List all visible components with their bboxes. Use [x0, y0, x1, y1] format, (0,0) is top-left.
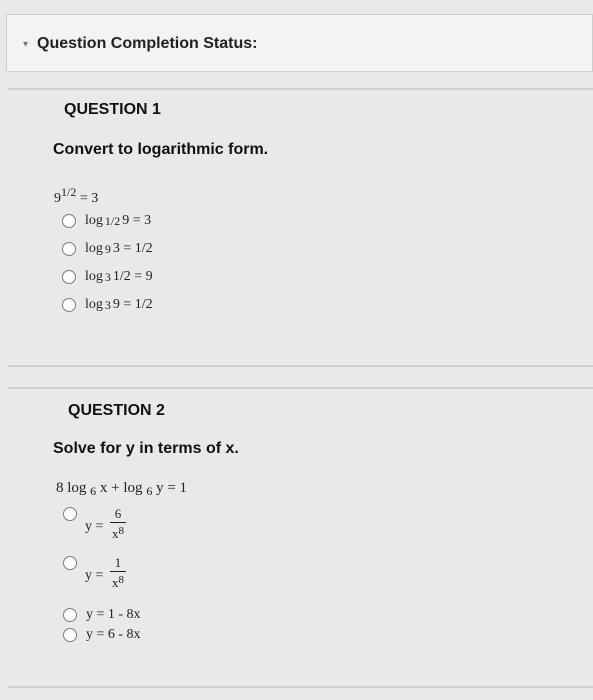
denominator-exponent: 8 — [118, 574, 124, 586]
fraction-numerator: 6 — [114, 506, 122, 521]
question-2-heading: QUESTION 2 — [68, 402, 165, 419]
divider — [8, 387, 593, 389]
option-log: log — [85, 241, 103, 256]
denominator-variable: x — [112, 575, 119, 590]
denominator-exponent: 8 — [118, 525, 124, 537]
option-text: y = 6 - 8x — [86, 627, 141, 642]
divider — [8, 365, 593, 367]
q2-option-3[interactable] — [63, 607, 141, 623]
question-2-prompt: Solve for y in terms of x. — [53, 440, 239, 457]
question-1-heading: QUESTION 1 — [64, 101, 161, 118]
divider — [8, 88, 593, 90]
equation-rest: = 3 — [79, 191, 99, 206]
fraction-denominator — [110, 573, 126, 590]
radio-button[interactable] — [63, 628, 77, 642]
status-title: Question Completion Status: — [37, 35, 258, 52]
option-text: y = 1 - 8x — [86, 607, 141, 622]
q1-option-2[interactable] — [62, 241, 153, 257]
fraction-denominator — [110, 524, 126, 541]
option-subscript: 3 — [104, 269, 111, 284]
option-log: log — [85, 213, 103, 228]
radio-button[interactable] — [63, 608, 77, 622]
equation-base: 9 — [54, 191, 61, 206]
q2-option-2[interactable] — [63, 556, 183, 596]
option-rest: 1/2 = 9 — [112, 269, 153, 284]
question-2-equation — [56, 480, 187, 499]
question-1-prompt: Convert to logarithmic form. — [53, 141, 269, 158]
option-lhs: y = — [85, 568, 104, 583]
q2-option-4[interactable] — [63, 627, 141, 643]
option-rest: 3 = 1/2 — [112, 241, 153, 256]
option-log: log — [85, 297, 103, 312]
divider — [8, 686, 593, 688]
option-rest: 9 = 1/2 — [112, 297, 153, 312]
equation-coefficient: 8 — [56, 480, 64, 496]
q2-option-1[interactable] — [63, 507, 183, 547]
fraction-bar — [110, 571, 126, 572]
q1-option-3[interactable] — [62, 269, 153, 285]
radio-button[interactable] — [62, 242, 76, 256]
option-subscript: 1/2 — [104, 213, 121, 228]
equation-log: log — [67, 480, 87, 496]
q1-option-1[interactable] — [62, 213, 151, 229]
radio-button[interactable] — [62, 214, 76, 228]
radio-button[interactable] — [63, 507, 77, 521]
equation-base: 6 — [146, 484, 153, 498]
radio-button[interactable] — [63, 556, 77, 570]
option-fraction — [110, 556, 126, 590]
denominator-variable: x — [112, 526, 119, 541]
option-lhs: y = — [85, 519, 104, 534]
option-fraction — [110, 507, 126, 541]
equation-term: x + — [99, 480, 120, 496]
option-log: log — [85, 269, 103, 284]
fraction-bar — [110, 522, 126, 523]
radio-button[interactable] — [62, 270, 76, 284]
question-completion-status-bar[interactable] — [6, 14, 593, 72]
question-1-equation — [54, 185, 98, 207]
radio-button[interactable] — [62, 298, 76, 312]
equation-exponent: 1/2 — [61, 185, 77, 199]
equation-base: 6 — [90, 484, 97, 498]
fraction-numerator: 1 — [114, 555, 122, 570]
option-subscript: 9 — [104, 241, 111, 256]
q1-option-4[interactable] — [62, 297, 153, 313]
chevron-down-icon[interactable]: ▾ — [23, 39, 29, 50]
option-subscript: 3 — [104, 297, 111, 312]
equation-term: y = 1 — [156, 480, 188, 496]
option-rest: 9 = 3 — [122, 213, 152, 228]
equation-log: log — [123, 480, 143, 496]
